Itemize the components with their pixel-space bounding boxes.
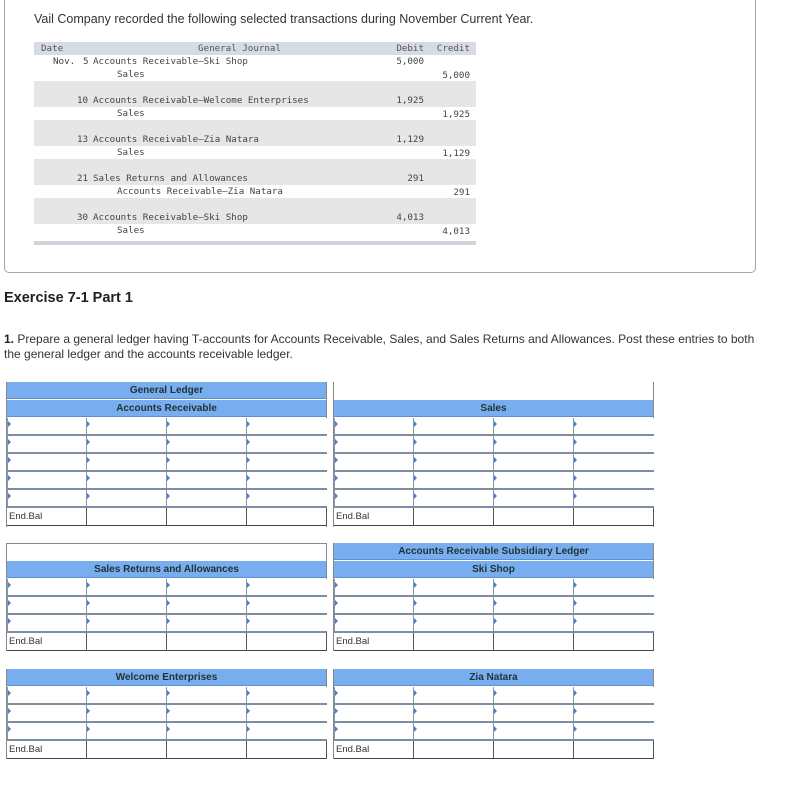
zia-natara-entry-row	[334, 687, 653, 705]
zia-natara-entry-row	[334, 723, 653, 741]
journal-debit-account: Sales Returns and Allowances	[93, 173, 248, 184]
welcome-enterprises-debit-input[interactable]	[86, 687, 166, 703]
accounts-receivable-t-account	[6, 382, 327, 527]
ski-shop-debit-input[interactable]	[413, 579, 493, 595]
ski-shop-t-account	[333, 543, 654, 651]
journal-month: Nov.	[53, 56, 76, 67]
ski-shop-debit-balance-input[interactable]	[413, 633, 494, 651]
accounts-receivable-debit-input[interactable]	[86, 418, 166, 434]
accounts-receivable-date-input[interactable]	[166, 454, 246, 470]
sales-credit-input[interactable]	[573, 436, 654, 452]
sales-returns-debit-balance-input[interactable]	[86, 633, 167, 651]
sales-returns-debit-input[interactable]	[86, 579, 166, 595]
end-balance-label: End.Bal	[336, 636, 370, 647]
sales-returns-heading: Sales Returns and Allowances	[7, 561, 326, 578]
zia-natara-debit-balance-input[interactable]	[413, 741, 494, 759]
ski-shop-date-input[interactable]	[493, 579, 573, 595]
sales-date-input[interactable]	[493, 472, 573, 488]
journal-debit-amount: 4,013	[396, 212, 424, 223]
journal-spacer-row	[34, 120, 476, 133]
ski-shop-end-balance-row	[334, 633, 653, 651]
sales-returns-date-input[interactable]	[166, 597, 246, 613]
journal-credit-account: Sales	[117, 147, 145, 158]
zia-natara-entry-row	[334, 705, 653, 723]
general-journal-table	[34, 42, 476, 245]
sales-returns-credit-input[interactable]	[246, 597, 327, 613]
sales-returns-date-input[interactable]	[7, 579, 86, 595]
journal-credit-row	[34, 146, 476, 159]
journal-debit-account: Accounts Receivable—Ski Shop	[93, 212, 248, 223]
accounts-receivable-debit-input[interactable]	[86, 490, 166, 506]
journal-debit-amount: 1,129	[396, 134, 424, 145]
exercise-title: Exercise 7-1 Part 1	[4, 290, 133, 306]
accounts-receivable-entry-row	[7, 454, 326, 472]
zia-natara-debit-input[interactable]	[413, 687, 493, 703]
sales-returns-date-input[interactable]	[7, 615, 86, 631]
separator-line	[7, 543, 326, 544]
zia-natara-date-input[interactable]	[334, 687, 413, 703]
journal-debit-row	[34, 55, 476, 68]
welcome-enterprises-heading: Welcome Enterprises	[7, 669, 326, 686]
problem-intro: Vail Company recorded the following selected transactions during November Current Year.	[34, 12, 534, 26]
journal-credit-account: Sales	[117, 69, 145, 80]
accounts-receivable-heading: Accounts Receivable	[7, 400, 326, 417]
welcome-enterprises-date-input[interactable]	[166, 687, 246, 703]
sales-date-input[interactable]	[334, 418, 413, 434]
accounts-receivable-date-input[interactable]	[7, 454, 86, 470]
welcome-enterprises-entry-row	[7, 705, 326, 723]
journal-credit-account: Sales	[117, 108, 145, 119]
ski-shop-debit-input[interactable]	[413, 615, 493, 631]
zia-natara-credit-balance-input[interactable]	[573, 741, 654, 759]
welcome-enterprises-date-input[interactable]	[7, 723, 86, 739]
sales-date-input[interactable]	[493, 454, 573, 470]
ski-shop-credit-balance-input[interactable]	[573, 633, 654, 651]
journal-credit-amount: 291	[453, 187, 470, 198]
journal-day: 30	[77, 212, 89, 223]
welcome-enterprises-debit-input[interactable]	[86, 723, 166, 739]
accounts-receivable-date-input[interactable]	[166, 418, 246, 434]
welcome-enterprises-date-input[interactable]	[166, 723, 246, 739]
sales-credit-input[interactable]	[573, 472, 654, 488]
journal-debit-account: Accounts Receivable—Zia Natara	[93, 134, 259, 145]
journal-credit-row	[34, 107, 476, 120]
zia-natara-credit-input[interactable]	[573, 705, 654, 721]
sales-returns-debit-input[interactable]	[86, 597, 166, 613]
accounts-receivable-date-input[interactable]	[7, 418, 86, 434]
sales-debit-input[interactable]	[413, 418, 493, 434]
welcome-enterprises-date-input[interactable]	[7, 705, 86, 721]
accounts-receivable-date-input[interactable]	[166, 490, 246, 506]
welcome-enterprises-t-account	[6, 669, 327, 759]
sales-date-input[interactable]	[493, 418, 573, 434]
sales-returns-entry-row	[7, 597, 326, 615]
sales-returns-date-input[interactable]	[7, 597, 86, 613]
ski-shop-entry-row	[334, 615, 653, 633]
instruction-text: Prepare a general ledger having T-accounts for Accounts Receivable, Sales, and Sales Returns and Allowances. Post these entries to both the general ledger and the accounts receivable ledger.	[4, 332, 755, 361]
sales-debit-balance-input[interactable]	[413, 508, 494, 526]
journal-debit-account: Accounts Receivable—Welcome Enterprises	[93, 95, 309, 106]
sales-entry-row	[334, 436, 653, 454]
sales-returns-entry-row	[7, 579, 326, 597]
welcome-enterprises-date-input[interactable]	[166, 705, 246, 721]
sales-credit-input[interactable]	[573, 490, 654, 506]
journal-debit-row	[34, 94, 476, 107]
accounts-receivable-credit-input[interactable]	[246, 490, 327, 506]
sales-debit-input[interactable]	[413, 490, 493, 506]
sales-date-input[interactable]	[493, 490, 573, 506]
journal-spacer-row	[34, 81, 476, 94]
journal-credit-amount: 1,925	[442, 109, 470, 120]
zia-natara-debit-input[interactable]	[413, 705, 493, 721]
accounts-receivable-credit-input[interactable]	[246, 454, 327, 470]
welcome-enterprises-date-input[interactable]	[7, 687, 86, 703]
sales-returns-t-account	[6, 561, 327, 651]
instructions	[4, 332, 774, 362]
welcome-enterprises-entry-row	[7, 687, 326, 705]
journal-date-header: Date	[41, 43, 64, 54]
journal-debit-account: Accounts Receivable—Ski Shop	[93, 56, 248, 67]
accounts-receivable-entry-row	[7, 418, 326, 436]
sales-heading: Sales	[334, 400, 653, 417]
sales-returns-credit-input[interactable]	[246, 579, 327, 595]
journal-day: 10	[77, 95, 89, 106]
sales-t-account	[333, 382, 654, 527]
journal-credit-row	[34, 68, 476, 81]
journal-spacer-row	[34, 159, 476, 172]
sales-debit-input[interactable]	[413, 454, 493, 470]
welcome-enterprises-credit-input[interactable]	[246, 687, 327, 703]
journal-credit-row	[34, 224, 476, 237]
accounts-receivable-credit-input[interactable]	[246, 472, 327, 488]
journal-day: 21	[77, 173, 89, 184]
zia-natara-t-account	[333, 669, 654, 759]
accounts-receivable-date-input[interactable]	[7, 472, 86, 488]
sales-returns-date-input[interactable]	[166, 615, 246, 631]
sales-date-input[interactable]	[334, 454, 413, 470]
journal-footer-bar	[34, 241, 476, 245]
accounts-receivable-entry-row	[7, 472, 326, 490]
journal-credit-header: Credit	[436, 43, 470, 54]
journal-debit-row	[34, 172, 476, 185]
end-balance-label: End.Bal	[9, 744, 43, 755]
ledger-spacer	[6, 543, 327, 561]
sales-end-balance-row	[334, 508, 653, 526]
sales-returns-debit-input[interactable]	[86, 615, 166, 631]
journal-credit-account: Sales	[117, 225, 145, 236]
zia-natara-date-input[interactable]	[334, 723, 413, 739]
end-balance-label: End.Bal	[9, 511, 43, 522]
ski-shop-credit-input[interactable]	[573, 615, 654, 631]
accounts-receivable-date-input[interactable]	[166, 472, 246, 488]
accounts-receivable-debit-input[interactable]	[86, 472, 166, 488]
sales-returns-entry-row	[7, 615, 326, 633]
zia-natara-end-balance-row	[334, 741, 653, 759]
sales-returns-credit-input[interactable]	[246, 615, 327, 631]
journal-credit-amount: 4,013	[442, 226, 470, 237]
journal-debit-row	[34, 211, 476, 224]
journal-title-header: General Journal	[198, 43, 281, 54]
sales-debit-input[interactable]	[413, 436, 493, 452]
accounts-receivable-credit-input[interactable]	[246, 418, 327, 434]
zia-natara-date-input[interactable]	[334, 705, 413, 721]
accounts-receivable-debit-input[interactable]	[86, 436, 166, 452]
sales-entry-row	[334, 490, 653, 508]
accounts-receivable-entry-row	[7, 490, 326, 508]
subsidiary-ledger-heading: Accounts Receivable Subsidiary Ledger	[334, 543, 653, 560]
sales-entry-row	[334, 472, 653, 490]
ski-shop-date-input[interactable]	[493, 597, 573, 613]
welcome-enterprises-debit-input[interactable]	[86, 705, 166, 721]
accounts-receivable-credit-balance-input[interactable]	[246, 508, 327, 526]
sales-date-input[interactable]	[334, 472, 413, 488]
welcome-enterprises-credit-input[interactable]	[246, 723, 327, 739]
welcome-enterprises-entry-row	[7, 723, 326, 741]
welcome-enterprises-end-balance-row	[7, 741, 326, 759]
accounts-receivable-debit-input[interactable]	[86, 454, 166, 470]
accounts-receivable-date-input[interactable]	[7, 490, 86, 506]
journal-header-row	[34, 42, 476, 55]
journal-debit-amount: 291	[407, 173, 424, 184]
journal-credit-row	[34, 185, 476, 198]
zia-natara-date-input[interactable]	[493, 723, 573, 739]
sales-credit-input[interactable]	[573, 454, 654, 470]
journal-credit-account: Accounts Receivable—Zia Natara	[117, 186, 283, 197]
sales-returns-credit-balance-input[interactable]	[246, 633, 327, 651]
ski-shop-date-input[interactable]	[493, 615, 573, 631]
accounts-receivable-date-input[interactable]	[7, 436, 86, 452]
end-balance-label: End.Bal	[9, 636, 43, 647]
welcome-enterprises-credit-balance-input[interactable]	[246, 741, 327, 759]
welcome-enterprises-credit-input[interactable]	[246, 705, 327, 721]
sales-credit-input[interactable]	[573, 418, 654, 434]
ski-shop-debit-input[interactable]	[413, 597, 493, 613]
ski-shop-date-input[interactable]	[334, 615, 413, 631]
general-ledger-heading: General Ledger	[7, 382, 326, 399]
journal-debit-amount: 1,925	[396, 95, 424, 106]
zia-natara-debit-input[interactable]	[413, 723, 493, 739]
journal-day: 5	[83, 56, 89, 67]
zia-natara-date-input[interactable]	[493, 705, 573, 721]
accounts-receivable-debit-balance-input[interactable]	[86, 508, 167, 526]
sales-returns-end-balance-row	[7, 633, 326, 651]
ski-shop-date-input[interactable]	[334, 579, 413, 595]
ski-shop-entry-row	[334, 597, 653, 615]
ski-shop-entry-row	[334, 579, 653, 597]
zia-natara-credit-input[interactable]	[573, 723, 654, 739]
welcome-enterprises-debit-balance-input[interactable]	[86, 741, 167, 759]
sales-entry-row	[334, 454, 653, 472]
sales-date-input[interactable]	[334, 490, 413, 506]
sales-date-input[interactable]	[334, 436, 413, 452]
accounts-receivable-date-input[interactable]	[166, 436, 246, 452]
ski-shop-credit-input[interactable]	[573, 597, 654, 613]
journal-debit-amount: 5,000	[396, 56, 424, 67]
zia-natara-heading: Zia Natara	[334, 669, 653, 686]
zia-natara-credit-input[interactable]	[573, 687, 654, 703]
journal-credit-amount: 1,129	[442, 148, 470, 159]
end-balance-label: End.Bal	[336, 744, 370, 755]
end-balance-label: End.Bal	[336, 511, 370, 522]
accounts-receivable-entry-row	[7, 436, 326, 454]
zia-natara-date-input[interactable]	[493, 687, 573, 703]
journal-debit-header: Debit	[396, 43, 424, 54]
journal-spacer-row	[34, 198, 476, 211]
journal-credit-amount: 5,000	[442, 70, 470, 81]
sales-debit-input[interactable]	[413, 472, 493, 488]
sales-date-input[interactable]	[493, 436, 573, 452]
ski-shop-credit-input[interactable]	[573, 579, 654, 595]
sales-entry-row	[334, 418, 653, 436]
sales-credit-balance-input[interactable]	[573, 508, 654, 526]
sales-returns-date-input[interactable]	[166, 579, 246, 595]
accounts-receivable-end-balance-row	[7, 508, 326, 526]
instruction-number: 1.	[4, 332, 15, 346]
ski-shop-heading: Ski Shop	[334, 561, 653, 578]
ski-shop-date-input[interactable]	[334, 597, 413, 613]
accounts-receivable-credit-input[interactable]	[246, 436, 327, 452]
journal-debit-row	[34, 133, 476, 146]
journal-day: 13	[77, 134, 89, 145]
